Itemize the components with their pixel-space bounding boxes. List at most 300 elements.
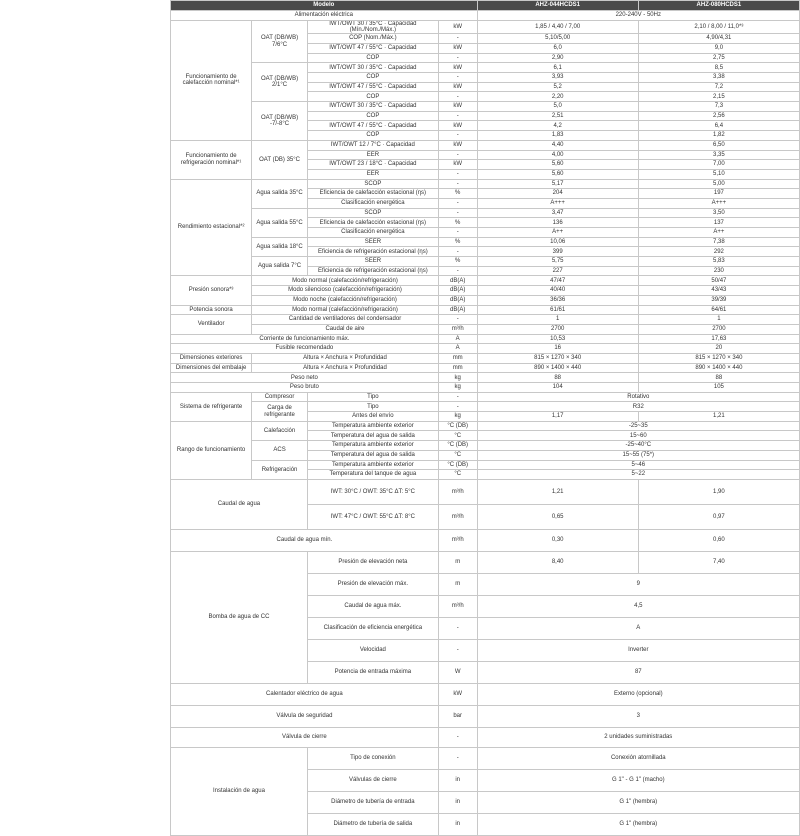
cell: 1 [638,315,799,325]
unit: kW [438,20,477,34]
unit: - [438,73,477,83]
label: ACS [252,441,308,460]
cell: 1 [477,315,638,325]
label: Eficiencia de calefacción estacional (ηs) [307,189,438,199]
unit: - [438,617,477,639]
unit: kW [438,82,477,92]
unit: - [438,150,477,160]
table-row [171,747,800,769]
unit: kg [438,412,477,422]
label: Temperatura ambiente exterior [307,421,438,431]
label: IWT/OWT 47 / 55°C [329,83,383,90]
cell: 2,10 / 8,00 / 11,0*³ [638,20,799,34]
cell: A++ [477,228,638,238]
cell: 5,0 [477,102,638,112]
unit: - [438,208,477,218]
label: Presión de elevación neta [307,551,438,573]
unit: mm [438,353,477,363]
label: Temperatura del agua de salida [307,431,438,441]
unit: % [438,189,477,199]
table-row [171,727,800,747]
cell: A+++ [477,198,638,208]
cell: A+++ [638,198,799,208]
label: Altura × Anchura × Profundidad [252,363,439,373]
label: Tipo [307,392,438,402]
table-row [171,551,800,573]
label: IWT/OWT 30 / 35°C [329,64,383,71]
unit: dB(A) [438,276,477,286]
label: COP [307,111,438,121]
table-row: OAT (DB/WB) -7/-8°C IWT/OWT 30 / 35°C · Capacidad kW 5,0 7,3 [171,102,800,112]
unit: dB(A) [438,286,477,296]
label: Clasificación energética [307,228,438,238]
table-row [171,529,800,551]
table-row [171,295,800,305]
cell: 6,0 [477,43,638,53]
table-row [171,421,800,431]
cell: 5,2 [477,82,638,92]
cell: 4,2 [477,121,638,131]
heat-cop-nm: COP (Nom./Máx.) [307,34,438,44]
label: Diámetro de tubería de salida [307,813,438,835]
refrig-group: Sistema de refrigerante [171,392,252,421]
cell: 17,63 [638,334,799,344]
cell: 2700 [477,324,638,334]
label: Caudal de agua máx. [307,595,438,617]
unit: °C [438,450,477,460]
label: Dimensiones exteriores [171,353,252,363]
label: IWT/OWT 30 / 35°C [329,103,383,110]
cell: 105 [638,383,799,393]
cell: 7,00 [638,160,799,170]
unit: dB(A) [438,295,477,305]
cell: -25~40°C [477,441,799,451]
cell: 36/36 [477,295,638,305]
unit: - [438,53,477,63]
label: COP [307,92,438,102]
cell: R32 [477,402,799,412]
cell: 2,75 [638,53,799,63]
label: Agua salida 55°C [252,208,308,237]
cell: 815 × 1270 × 340 [638,353,799,363]
cell: 4,40 [477,140,638,150]
label: Potencia sonora [171,305,252,315]
heat-iwt30a: IWT/OWT 30 / 35°C [329,20,383,27]
label: Diámetro de tubería de entrada [307,791,438,813]
label: Velocidad [307,639,438,661]
table-row [171,441,800,451]
label: COP [307,131,438,141]
unit: % [438,218,477,228]
label: Temperatura ambiente exterior [307,441,438,451]
table-row: IWT/OWT 23 / 18°C · Capacidad kW 5,60 7,00 [171,160,800,170]
cell: 5,10 [638,169,799,179]
label: Calentador eléctrico de agua [171,683,439,705]
cell: Externo (opcional) [477,683,799,705]
label: Capacidad [387,64,417,71]
label: Agua salida 35°C [252,179,308,208]
unit: - [438,111,477,121]
label: Capacidad [387,122,417,129]
cell: 88 [638,373,799,383]
cell: -25~35 [477,421,799,431]
table-row [171,315,800,325]
label: Temperatura del tanque de agua [307,470,438,480]
cell: 7,38 [638,237,799,247]
cell: 230 [638,266,799,276]
cell: Inverter [477,639,799,661]
unit: - [438,247,477,257]
table-row: IWT/OWT 47 / 55°C · Capacidad kW 6,0 9,0 [171,43,800,53]
unit: A [438,334,477,344]
cell: 15~60 [477,431,799,441]
label: Temperatura del agua de salida [307,450,438,460]
label: Modo noche (calefacción/refrigeración) [252,295,439,305]
unit: m [438,551,477,573]
cell: 0,60 [638,529,799,551]
header-model-2: AHZ-080HCDS1 [638,1,799,11]
table-row [171,286,800,296]
label: EER [307,150,438,160]
fan-group: Ventilador [171,315,252,334]
label: SEER [307,257,438,267]
cell: 8,5 [638,63,799,73]
cell: 0,97 [638,504,799,529]
heat-oat2: OAT (DB/WB) 2/1°C [252,63,308,102]
table-row: Funcionamiento de calefacción nominal*¹ OAT (DB/WB) 7/6°C IWT/OWT 30 / 35°C · Capacidad (Mín./Nom./Máx.) kW 1,85 / 4,40 / 7,00 2,10 / 8,00 / 11,0*³ [171,20,800,34]
unit: in [438,769,477,791]
label: Capacidad [387,45,417,52]
cell: 890 × 1400 × 440 [477,363,638,373]
unit: kW [438,160,477,170]
label: EER [307,169,438,179]
label: Peso neto [171,373,439,383]
cell: 2 unidades suministradas [477,727,799,747]
label: Dimensiones del embalaje [171,363,252,373]
table-row [171,383,800,393]
label: Compresor [252,392,308,402]
label: Peso bruto [171,383,439,393]
unit: - [438,727,477,747]
heat-cap-minmax: Capacidad (Mín./Nom./Máx.) [349,20,417,33]
unit: kW [438,102,477,112]
label: Cantidad de ventiladores del condensador [252,315,439,325]
unit: m³/h [438,324,477,334]
table-row [171,705,800,727]
unit: mm [438,363,477,373]
range-group: Rango de funcionamiento [171,421,252,479]
label: SEER [307,237,438,247]
cell: 5,60 [477,160,638,170]
label: IWT: 30°C / OWT: 35°C ΔT: 5°C [307,479,438,504]
unit: - [438,228,477,238]
cell: 204 [477,189,638,199]
cell: 890 × 1400 × 440 [638,363,799,373]
table-row [171,179,800,189]
cell: 4,5 [477,595,799,617]
table-row [171,402,800,412]
cell: 20 [638,344,799,354]
unit: in [438,791,477,813]
label: Eficiencia de refrigeración estacional (ηs) [307,266,438,276]
label: Capacidad [387,103,417,110]
cell: 104 [477,383,638,393]
unit: - [438,198,477,208]
seasonal-group: Rendimiento estacional*² [171,179,252,276]
cell: 88 [477,373,638,383]
label: Potencia de entrada máxima [307,661,438,683]
label: IWT: 47°C / OWT: 55°C ΔT: 8°C [307,504,438,529]
cell: 61/61 [477,305,638,315]
unit: - [438,266,477,276]
cell: 5,00 [638,179,799,189]
unit: dB(A) [438,305,477,315]
unit: - [438,747,477,769]
cell: 8,40 [477,551,638,573]
cell: 2,90 [477,53,638,63]
install-group: Instalación de agua [171,747,308,835]
table-row: IWT/OWT 47 / 55°C · Capacidad kW 4,2 6,4 [171,121,800,131]
cell: 39/39 [638,295,799,305]
cell: 3,47 [477,208,638,218]
cell: 227 [477,266,638,276]
unit: °C (DB) [438,460,477,470]
unit: - [438,169,477,179]
table-row [171,363,800,373]
cell: 1,90 [638,479,799,504]
table-row [171,237,800,247]
cell: 16 [477,344,638,354]
unit: m³/h [438,595,477,617]
label: Clasificación energética [307,198,438,208]
cell: 6,4 [638,121,799,131]
cell: 1,21 [638,412,799,422]
cell: 197 [638,189,799,199]
label: Caudal de agua mín. [171,529,439,551]
unit: - [438,131,477,141]
table-row [171,276,800,286]
label: Válvulas de cierre [307,769,438,791]
cell: 815 × 1270 × 340 [477,353,638,363]
cell: A [477,617,799,639]
cell: 9 [477,573,799,595]
unit: A [438,344,477,354]
cell: Rotativo [477,392,799,402]
sound-group: Presión sonora*³ [171,276,252,305]
cell: 137 [638,218,799,228]
cell: 292 [638,247,799,257]
cell: 3,38 [638,73,799,83]
label: Capacidad [387,161,417,168]
cool-group: Funcionamiento de refrigeración nominal*¹ [171,140,252,179]
cell: G 1" (hembra) [477,813,799,835]
unit: °C (DB) [438,441,477,451]
cell: 399 [477,247,638,257]
unit: W [438,661,477,683]
label: COP [307,53,438,63]
cell: 2700 [638,324,799,334]
header-model-1: AHZ-044HCDS1 [477,1,638,11]
table-row [171,257,800,267]
unit: bar [438,705,477,727]
cell: 43/43 [638,286,799,296]
unit: % [438,257,477,267]
label: Corriente de funcionamiento máx. [171,334,439,344]
unit: - [438,639,477,661]
cell: G 1" - G 1" (macho) [477,769,799,791]
cell: 5,75 [477,257,638,267]
label: Eficiencia de refrigeración estacional (ηs) [307,247,438,257]
table-row [171,373,800,383]
cool-oat: OAT (DB) 35°C [252,140,308,179]
cell: 3,93 [477,73,638,83]
unit: °C (DB) [438,421,477,431]
table-row [171,460,800,470]
unit: m³/h [438,479,477,504]
power-value: 220-240V - 50Hz [477,11,799,21]
table-row: IWT/OWT 47 / 55°C · Capacidad kW 5,2 7,2 [171,82,800,92]
cell: 2,20 [477,92,638,102]
label: Tipo [307,402,438,412]
cell: 1,85 / 4,40 / 7,00 [477,20,638,34]
unit: - [438,402,477,412]
cell: 3,35 [638,150,799,160]
label: Agua salida 7°C [252,257,308,276]
cell: 5~46 [477,460,799,470]
heat-oatm7: OAT (DB/WB) -7/-8°C [252,102,308,141]
unit: °C [438,470,477,480]
cell: 1,21 [477,479,638,504]
label: Agua salida 18°C [252,237,308,256]
spec-table [170,0,800,836]
cell: 3,50 [638,208,799,218]
label: Caudal de aire [252,324,439,334]
table-row: OAT (DB/WB) 2/1°C IWT/OWT 30 / 35°C · Capacidad kW 6,1 8,5 [171,63,800,73]
cell: 2,15 [638,92,799,102]
cell: 1,17 [477,412,638,422]
table-row [171,334,800,344]
unit: % [438,237,477,247]
table-row [171,305,800,315]
unit: - [438,92,477,102]
label: Capacidad [387,83,417,90]
pump-group: Bomba de agua de CC [171,551,308,683]
cell: A++ [638,228,799,238]
unit: kg [438,383,477,393]
cell: 5,83 [638,257,799,267]
cell: 0,30 [477,529,638,551]
cell: 5,60 [477,169,638,179]
unit: kW [438,43,477,53]
label: Carga de refrigerante [252,402,308,421]
cell: 10,53 [477,334,638,344]
cell: 4,00 [477,150,638,160]
cell: 1,83 [477,131,638,141]
unit: kW [438,683,477,705]
cell: Conexión atornillada [477,747,799,769]
cell: 10,06 [477,237,638,247]
label: Altura × Anchura × Profundidad [252,353,439,363]
unit: - [438,34,477,44]
table-row: Funcionamiento de refrigeración nominal*¹ OAT (DB) 35°C IWT/OWT 12 / 7°C · Capacidad kW 4,40 6,50 [171,140,800,150]
unit: - [438,315,477,325]
label: Válvula de cierre [171,727,439,747]
table-row [171,208,800,218]
unit: m³/h [438,529,477,551]
label: Antes del envío [307,412,438,422]
heat-oat7: OAT (DB/WB) 7/6°C [252,20,308,63]
table-row [171,324,800,334]
label: Modo silencioso (calefacción/refrigeración) [252,286,439,296]
cell: 6,1 [477,63,638,73]
label: Calefacción [252,421,308,440]
cell: 15~55 (75*) [477,450,799,460]
unit: °C [438,431,477,441]
unit: - [438,392,477,402]
flow-group: Caudal de agua [171,479,308,529]
cell: 2,51 [477,111,638,121]
unit: kg [438,373,477,383]
label: Válvula de seguridad [171,705,439,727]
table-row [171,392,800,402]
label: Fusible recomendado [171,344,439,354]
unit: in [438,813,477,835]
label: IWT/OWT 12 / 7°C [330,142,381,149]
cell: 4,90/4,31 [638,34,799,44]
header-modelo: Modelo [171,1,478,11]
cell: 3 [477,705,799,727]
label: IWT/OWT 23 / 18°C [329,161,383,168]
table-row [171,344,800,354]
label: Tipo de conexión [307,747,438,769]
cell: 6,50 [638,140,799,150]
unit: m³/h [438,504,477,529]
cell: 64/61 [638,305,799,315]
cell: 0,65 [477,504,638,529]
power-row [171,11,800,21]
cell: 7,2 [638,82,799,92]
cell: 50/47 [638,276,799,286]
cell: 1,82 [638,131,799,141]
label: IWT/OWT 47 / 55°C [329,122,383,129]
label: SCOP [307,208,438,218]
label: Clasificación de eficiencia energética [307,617,438,639]
label: COP [307,73,438,83]
cell: 136 [477,218,638,228]
cell: 9,0 [638,43,799,53]
heat-group: Funcionamiento de calefacción nominal*¹ [171,20,252,140]
unit: kW [438,121,477,131]
label: Modo normal (calefacción/refrigeración) [252,276,439,286]
cell: 2,56 [638,111,799,121]
cell: 5,10/5,00 [477,34,638,44]
cell: G 1" (hembra) [477,791,799,813]
power-label: Alimentación eléctrica [171,11,478,21]
label: Eficiencia de calefacción estacional (ηs) [307,218,438,228]
label: Presión de elevación máx. [307,573,438,595]
cell: 7,40 [638,551,799,573]
table-row [171,683,800,705]
label: Refrigeración [252,460,308,479]
header-row [171,1,800,11]
cell: 7,3 [638,102,799,112]
unit: kW [438,63,477,73]
label: Temperatura ambiente exterior [307,460,438,470]
cell: 40/40 [477,286,638,296]
table-row [171,479,800,504]
unit: m [438,573,477,595]
table-row [171,353,800,363]
